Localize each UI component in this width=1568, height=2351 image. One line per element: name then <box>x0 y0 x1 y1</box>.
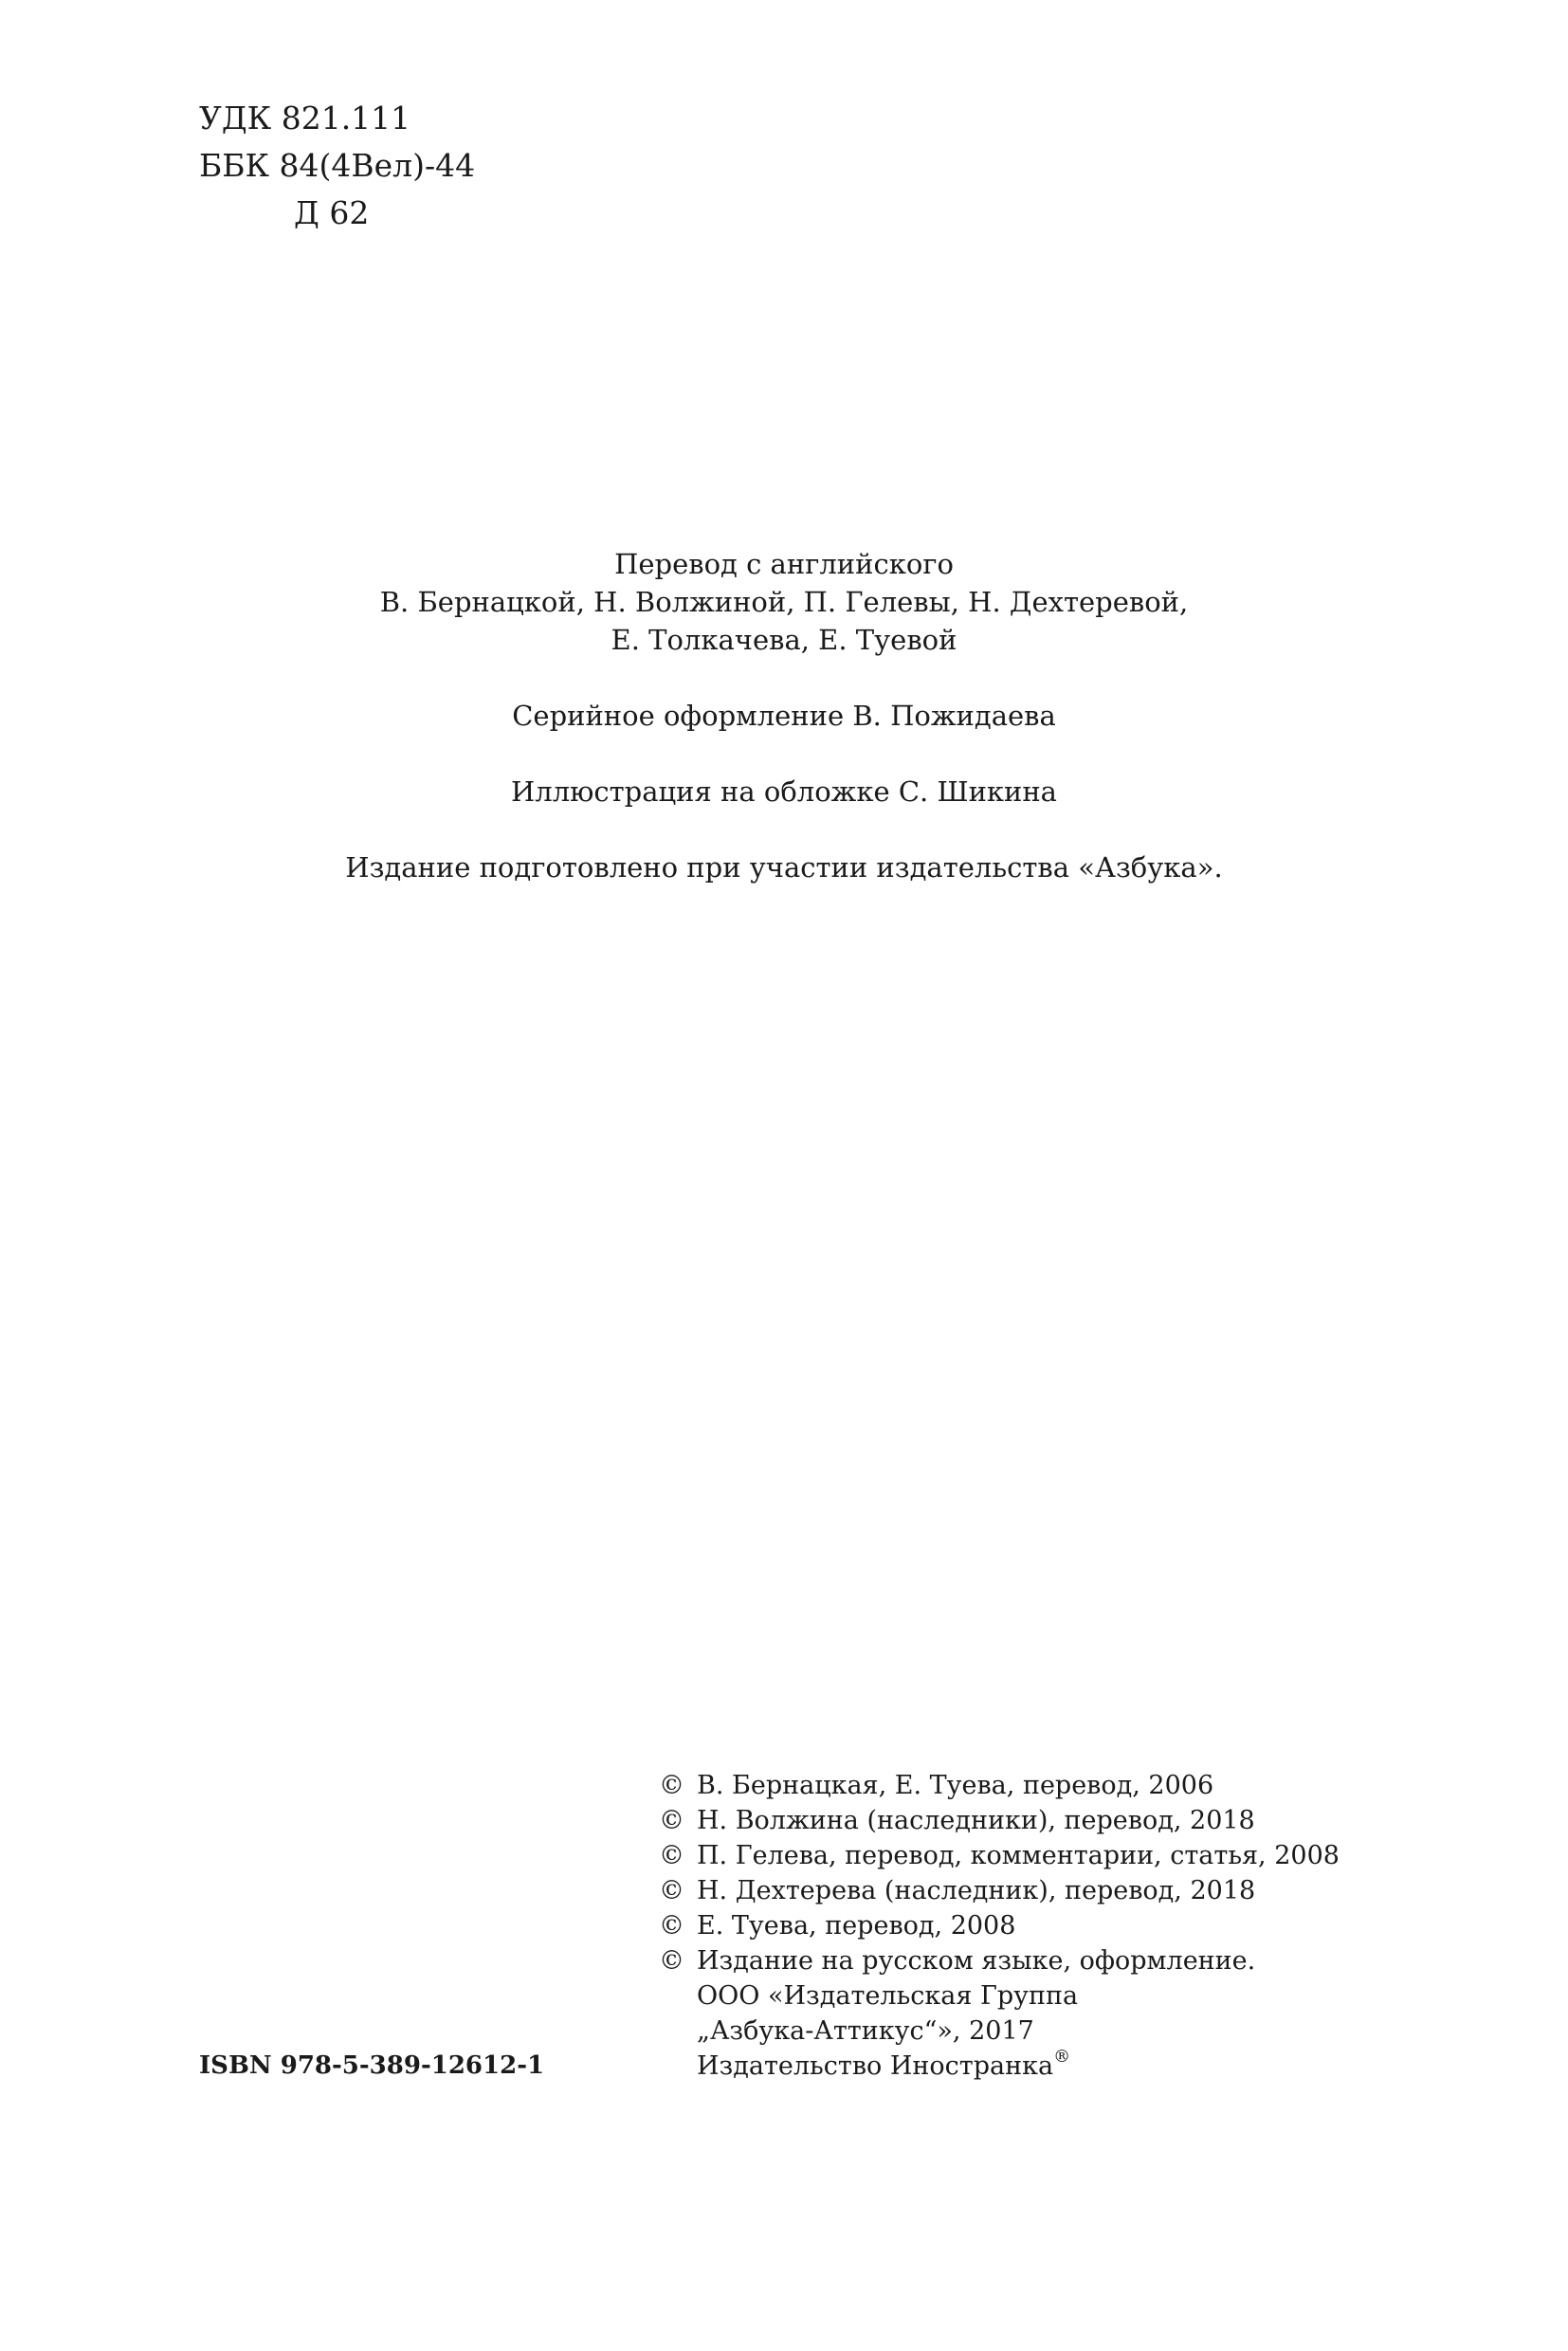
copyright-entry <box>659 1838 1340 1873</box>
translation-credits <box>0 545 1568 659</box>
publisher-name: ООО «Издательская Группа <box>697 1981 1079 2011</box>
copyright-block <box>659 1768 1340 2084</box>
author-mark: Д 62 <box>294 194 370 231</box>
translators-line: В. Бернацкой, Н. Волжиной, П. Гелевы, Н. Дехтеревой, <box>379 586 1189 618</box>
copyright-text: Н. Дехтерева (наследник), перевод, 2018 <box>697 1876 1256 1905</box>
copyright-entry <box>659 1768 1340 1803</box>
cover-illustration-credit: Иллюстрация на обложке С. Шикина <box>511 775 1057 808</box>
copyright-symbol: © <box>659 1946 684 1976</box>
copyright-text: Е. Туева, перевод, 2008 <box>697 1911 1016 1941</box>
copyright-symbol: © <box>659 1771 684 1800</box>
translation-heading: Перевод с английского <box>614 548 954 580</box>
copyright-symbol: © <box>659 1911 684 1941</box>
udk-code: УДК 821.111 <box>199 100 411 137</box>
registered-mark: ® <box>1053 2047 1071 2067</box>
copyright-symbol: © <box>659 1806 684 1835</box>
imprint-name-text: Издательство Иностранка <box>697 2051 1054 2081</box>
copyright-entry <box>659 1873 1340 1908</box>
classification-codes <box>199 95 475 237</box>
translators-line: Е. Толкачева, Е. Туевой <box>611 624 957 656</box>
publisher-name: „Азбука-Аттикус“», 2017 <box>697 2016 1034 2046</box>
copyright-entry <box>659 1943 1340 1978</box>
bbk-code: ББК 84(4Вел)-44 <box>199 147 476 184</box>
publisher-note: Издание подготовлено при участии издательства «Азбука». <box>345 851 1223 884</box>
imprint-name <box>659 2049 1340 2084</box>
credits-block <box>0 545 1568 886</box>
copyright-text: Н. Волжина (наследники), перевод, 2018 <box>697 1806 1255 1835</box>
copyright-symbol: © <box>659 1841 684 1870</box>
copyright-entry <box>659 1803 1340 1838</box>
copyright-text: Издание на русском языке, оформление. <box>697 1946 1256 1976</box>
isbn: ISBN 978-5-389-12612-1 <box>199 2051 545 2080</box>
copyright-symbol: © <box>659 1876 684 1905</box>
series-design-credit: Серийное оформление В. Пожидаева <box>512 700 1056 732</box>
copyright-text: П. Гелева, перевод, комментарии, статья, 2008 <box>697 1841 1340 1870</box>
copyright-text: В. Бернацкая, Е. Туева, перевод, 2006 <box>697 1771 1214 1800</box>
copyright-entry <box>659 1908 1340 1943</box>
